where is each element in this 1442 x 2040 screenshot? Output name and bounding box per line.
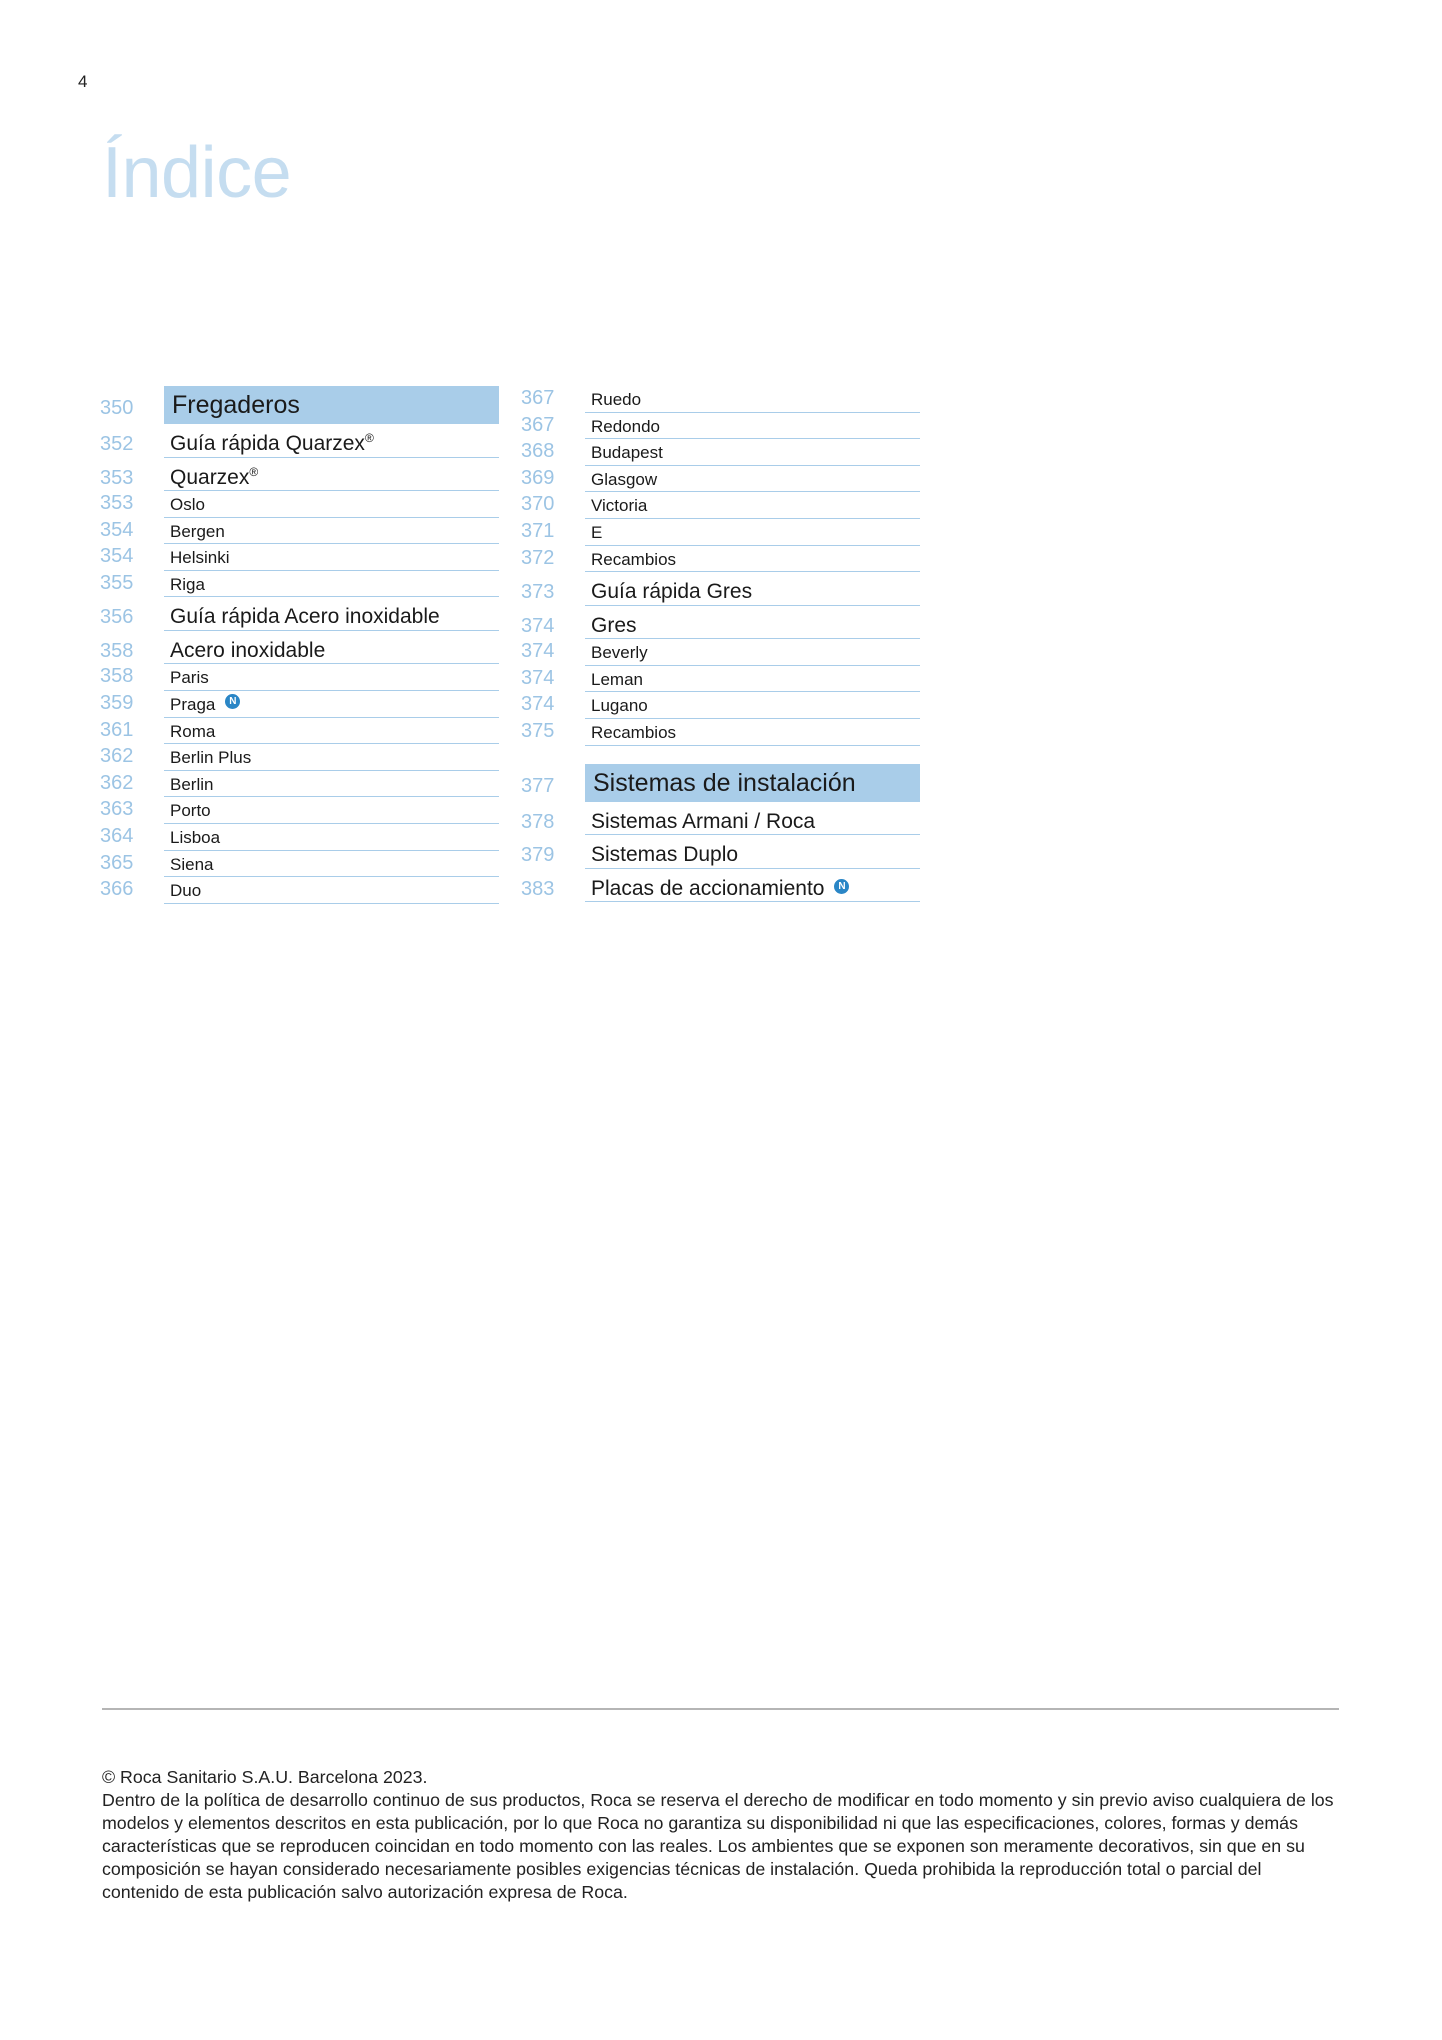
entry-label [164, 458, 499, 492]
index-entry[interactable] [100, 771, 499, 798]
entry-label [164, 544, 499, 571]
index-entry[interactable] [521, 572, 920, 606]
footer-divider [102, 1708, 1339, 1710]
index-column-right [521, 386, 920, 902]
page-ref-number: 374 [521, 640, 555, 663]
page-ref-number: 375 [521, 719, 555, 742]
entry-label-text: Paris [170, 668, 209, 688]
page-ref-number: 383 [521, 877, 555, 900]
entry-label-text: E [591, 522, 603, 542]
entry-label [164, 518, 499, 545]
entry-label-text: Siena [170, 854, 214, 874]
page-ref-number: 361 [100, 718, 134, 741]
entry-label-text: Ruedo [591, 390, 642, 409]
entry-label-text: Beverly [591, 643, 648, 663]
entry-label-text: Fregaderos [172, 391, 300, 419]
index-entry[interactable] [521, 519, 920, 546]
page-ref-number: 359 [100, 691, 134, 714]
page-ref-number: 378 [521, 810, 555, 833]
entry-label [585, 572, 920, 606]
entry-label [164, 571, 499, 598]
page-ref-number: 355 [100, 571, 134, 594]
entry-label-text: Helsinki [170, 548, 230, 568]
page-ref-number: 368 [521, 440, 555, 463]
index-entry[interactable] [100, 631, 499, 665]
entry-label-text: Praga [170, 694, 216, 714]
index-entry[interactable] [521, 386, 920, 413]
entry-label [164, 491, 499, 518]
entry-label-text: Porto [170, 801, 211, 821]
entry-label [585, 802, 920, 836]
index-entry[interactable] [521, 546, 920, 573]
page-ref-number: 362 [100, 745, 134, 768]
index-entry[interactable] [521, 639, 920, 666]
entry-label-text: Bergen [170, 521, 225, 541]
index-entry[interactable] [521, 606, 920, 640]
page-ref-number: 374 [521, 693, 555, 716]
page-title: Índice [102, 133, 292, 213]
page-ref-number: 367 [521, 413, 555, 436]
index-entry[interactable] [521, 439, 920, 466]
entry-label-text: Budapest [591, 443, 663, 463]
index-entry[interactable] [100, 664, 499, 691]
entry-label [585, 606, 920, 640]
new-badge-icon: N [834, 879, 849, 894]
footer-copyright: © Roca Sanitario S.A.U. Barcelona 2023. [102, 1767, 428, 1787]
entry-label-text: Glasgow [591, 469, 658, 489]
entry-label [585, 869, 920, 903]
page-ref-number: 352 [100, 433, 134, 455]
page-ref-number: 367 [521, 387, 555, 409]
page-ref-number: 370 [521, 493, 555, 516]
index-entry[interactable] [521, 492, 920, 519]
entry-label-text: Leman [591, 669, 643, 689]
entry-label [164, 631, 499, 665]
page-ref-number: 369 [521, 466, 555, 489]
entry-label-text: Lugano [591, 696, 648, 716]
page-ref-number: 364 [100, 824, 134, 847]
footer-disclaimer: Dentro de la política de desarrollo continuo de sus productos, Roca se reserva el derecho de modificar en todo momento y sin previo aviso cualquiera de los modelos y elementos descritos en esta publicación, por lo que Roca no garantiza su disponibilidad ni que las especificaciones, colores, formas y demás características que se reproducen coincidan en todo momento con las reales. Los ambientes que se exponen son meramente decorativos, sin que en su composición se hayan considerado necesariamente posibles exigencias técnicas de instalación. Queda prohibida la reproducción total o parcial del contenido de esta publicación salvo autorización expresa de Roca. [102, 1790, 1334, 1902]
entry-label-text: Guía rápida Gres [591, 580, 753, 604]
index-entry[interactable] [100, 571, 499, 598]
entry-label [164, 718, 499, 745]
index-section-header[interactable] [100, 386, 499, 424]
index-entry[interactable] [100, 597, 499, 631]
index-entry[interactable] [100, 691, 499, 718]
entry-label [585, 519, 920, 546]
page-number: 4 [78, 72, 88, 91]
entry-label [164, 877, 499, 904]
index-entry[interactable] [521, 413, 920, 440]
index-entry[interactable] [100, 744, 499, 771]
entry-label-text: Sistemas Duplo [591, 843, 739, 867]
registered-mark: ® [249, 464, 259, 479]
entry-label-text: Victoria [591, 496, 648, 516]
page-ref-number: 377 [521, 774, 555, 797]
page-ref-number: 353 [100, 492, 134, 514]
entry-label-text: Redondo [591, 416, 661, 436]
index-entry[interactable] [100, 518, 499, 545]
index-entry[interactable] [521, 466, 920, 493]
entry-label [164, 771, 499, 798]
index-entry[interactable] [521, 869, 920, 903]
index-column-left [100, 386, 499, 904]
entry-label-text: Berlin Plus [170, 748, 252, 768]
index-entry[interactable] [100, 424, 499, 458]
entry-label [164, 664, 499, 691]
entry-label [164, 597, 499, 631]
page-ref-number: 374 [521, 666, 555, 689]
entry-label-text: Guía rápida Acero inoxidable [170, 605, 440, 629]
entry-label [585, 386, 920, 413]
index-entry[interactable] [100, 877, 499, 904]
entry-label-text: Sistemas de instalación [593, 768, 856, 797]
entry-label [585, 692, 920, 719]
entry-label [585, 719, 920, 746]
page-ref-number: 363 [100, 798, 134, 821]
entry-label [164, 851, 499, 878]
page-ref-number: 366 [100, 878, 134, 901]
entry-label-text: Duo [170, 881, 202, 901]
page-ref-number: 354 [100, 518, 134, 541]
entry-label [164, 744, 499, 771]
entry-label [585, 546, 920, 573]
page-ref-number: 358 [100, 639, 134, 662]
entry-label-text: Recambios [591, 549, 677, 569]
entry-label-text: Berlin [170, 774, 214, 794]
index-entry[interactable] [100, 851, 499, 878]
index-entry[interactable] [521, 719, 920, 746]
index-entry[interactable] [100, 491, 499, 518]
entry-label [164, 424, 499, 458]
entry-label-text: Recambios [591, 722, 677, 742]
entry-label [585, 413, 920, 440]
index-entry[interactable] [100, 544, 499, 571]
entry-label [585, 666, 920, 693]
index-entry[interactable] [521, 692, 920, 719]
page-ref-number: 354 [100, 545, 134, 568]
entry-label [585, 639, 920, 666]
index-entry[interactable] [100, 458, 499, 492]
page-ref-number: 371 [521, 519, 555, 542]
index-entry[interactable] [521, 835, 920, 869]
entry-label [585, 466, 920, 493]
entry-label [585, 764, 920, 802]
page-ref-number: 362 [100, 771, 134, 794]
index-entry[interactable] [100, 797, 499, 824]
index-entry[interactable] [100, 824, 499, 851]
section-gap [521, 746, 920, 764]
page-ref-number: 365 [100, 851, 134, 874]
page-ref-number: 373 [521, 581, 555, 604]
page-ref-number: 372 [521, 546, 555, 569]
entry-label-text: Oslo [170, 495, 205, 514]
footer [102, 1766, 1342, 1904]
entry-label-text: Roma [170, 721, 216, 741]
page-ref-number: 350 [100, 397, 134, 419]
entry-label-text: Lisboa [170, 827, 221, 847]
entry-label-text: Riga [170, 574, 205, 594]
entry-label-text: Placas de accionamiento [591, 876, 825, 900]
entry-label [164, 386, 499, 424]
entry-label-text: Quarzex [170, 465, 250, 489]
entry-label-text: Acero inoxidable [170, 638, 326, 662]
entry-label [164, 691, 499, 718]
index-entry[interactable] [521, 802, 920, 836]
index-entry[interactable] [100, 718, 499, 745]
page-ref-number: 374 [521, 614, 555, 637]
entry-label [585, 835, 920, 869]
registered-mark: ® [364, 431, 374, 445]
entry-label [585, 492, 920, 519]
index-entry[interactable] [521, 666, 920, 693]
entry-label-text: Sistemas Armani / Roca [591, 809, 816, 833]
index-section-header[interactable] [521, 764, 920, 802]
entry-label [585, 439, 920, 466]
entry-label-text: Gres [591, 613, 637, 637]
page-ref-number: 358 [100, 665, 134, 688]
new-badge-icon: N [225, 694, 240, 709]
entry-label [164, 797, 499, 824]
page-ref-number: 356 [100, 606, 134, 629]
entry-label-text: Guía rápida Quarzex [170, 432, 365, 455]
entry-label [164, 824, 499, 851]
page-ref-number: 353 [100, 466, 134, 489]
page-ref-number: 379 [521, 844, 555, 867]
